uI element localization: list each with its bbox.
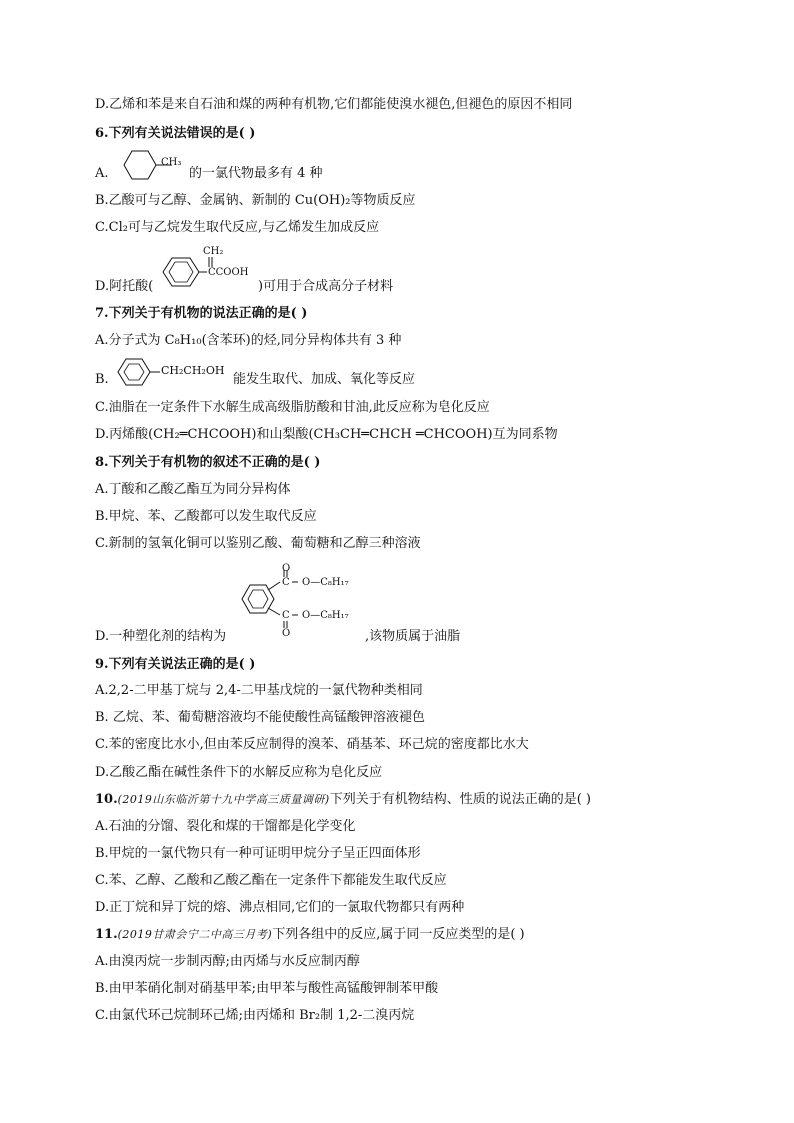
q8-option-b: B.甲烷、苯、乙酸都可以发生取代反应 bbox=[95, 509, 317, 524]
q11-option-c: C.由氯代环己烷制环己烯;由丙烯和 Br₂制 1,2-二溴丙烷 bbox=[95, 1008, 415, 1023]
ch2-label: CH₂ bbox=[203, 246, 224, 257]
q11-source: (2019甘肃会宁二中高三月考) bbox=[117, 928, 273, 941]
q10-question: 下列关于有机物结构、性质的说法正确的是( ) bbox=[329, 792, 591, 807]
q6-option-d-text: )可用于合成高分子材料 bbox=[258, 279, 394, 294]
q8-stem: 8.下列关于有机物的叙述不正确的是( ) bbox=[95, 455, 321, 470]
q6-option-c: C.Cl₂可与乙烷发生取代反应,与乙烯发生加成反应 bbox=[95, 220, 380, 235]
q5-option-d: D.乙烯和苯是来自石油和煤的两种有机物,它们都能使溴水褪色,但褪色的原因不相同 bbox=[95, 97, 573, 112]
q6-option-a-prefix: A. bbox=[95, 166, 109, 181]
q8-option-a: A.丁酸和乙酸乙酯互为同分异构体 bbox=[95, 482, 291, 497]
q7-option-c: C.油脂在一定条件下水解生成高级脂肪酸和甘油,此反应称为皂化反应 bbox=[95, 400, 490, 415]
q11-number: 11. bbox=[95, 927, 118, 942]
q8-option-d-text: ,该物质属于油脂 bbox=[365, 629, 461, 644]
q10-option-a: A.石油的分馏、裂化和煤的干馏都是化学变化 bbox=[95, 819, 356, 834]
q9-option-b: B. 乙烷、苯、葡萄糖溶液均不能使酸性高锰酸钾溶液褪色 bbox=[95, 710, 425, 725]
q9-stem: 9.下列有关说法正确的是( ) bbox=[95, 657, 256, 672]
carbonyl-o-bottom: O bbox=[282, 628, 291, 639]
methylcyclohexane-structure bbox=[116, 148, 196, 182]
ch2ch2oh-label: CH₂CH₂OH bbox=[161, 364, 225, 377]
q10-stem bbox=[95, 792, 591, 808]
q9-option-d: D.乙酸乙酯在碱性条件下的水解反应称为皂化反应 bbox=[95, 765, 383, 780]
q10-option-d: D.正丁烷和异丁烷的熔、沸点相同,它们的一氯取代物都只有两种 bbox=[95, 900, 465, 915]
q11-option-b: B.由甲苯硝化制对硝基甲苯;由甲苯与酸性高锰酸钾制苯甲酸 bbox=[95, 981, 439, 996]
ester-chain-upper: O—C₈H₁₇ bbox=[302, 577, 349, 588]
q11-option-a: A.由溴丙烷一步制丙醇;由丙烯与水反应制丙醇 bbox=[95, 954, 360, 969]
q10-option-b: B.甲烷的一氯代物只有一种可证明甲烷分子呈正四面体形 bbox=[95, 846, 421, 861]
q11-question: 下列各组中的反应,属于同一反应类型的是( ) bbox=[272, 927, 525, 942]
q6-option-a-text: 的一氯代物最多有 4 种 bbox=[189, 166, 323, 181]
phenylethanol-structure bbox=[114, 355, 164, 389]
q7-option-b-text: 能发生取代、加成、氧化等反应 bbox=[233, 372, 416, 387]
q7-stem: 7.下列关于有机物的说法正确的是( ) bbox=[95, 306, 308, 321]
ester-chain-lower: O—C₈H₁₇ bbox=[302, 610, 349, 621]
q9-option-a: A.2,2-二甲基丁烷与 2,4-二甲基戊烷的一氯代物种类相同 bbox=[95, 683, 423, 698]
q8-option-d-prefix: D.一种塑化剂的结构为 bbox=[95, 629, 227, 644]
q6-stem: 6.下列有关说法错误的是( ) bbox=[95, 126, 256, 141]
q10-number: 10. bbox=[95, 792, 118, 807]
q6-option-d-prefix: D.阿托酸( bbox=[95, 279, 154, 294]
ch3-label: CH₃ bbox=[161, 157, 182, 168]
carbonyl-o-top: O bbox=[282, 563, 291, 574]
carbon-lower: C bbox=[282, 610, 290, 621]
carbon-upper: C bbox=[282, 577, 290, 588]
q9-option-c: C.苯的密度比水小,但由苯反应制得的溴苯、硝基苯、环己烷的密度都比水大 bbox=[95, 737, 529, 752]
q10-option-c: C.苯、乙醇、乙酸和乙酸乙酯在一定条件下都能发生取代反应 bbox=[95, 873, 447, 888]
q11-stem bbox=[95, 927, 525, 943]
q6-option-b: B.乙酸可与乙醇、金属钠、新制的 Cu(OH)₂等物质反应 bbox=[95, 193, 416, 208]
q10-source: (2019山东临沂第十九中学高三质量调研) bbox=[117, 793, 330, 806]
q7-option-a: A.分子式为 C₈H₁₀(含苯环)的烃,同分异构体共有 3 种 bbox=[95, 333, 402, 348]
q8-option-c: C.新制的氢氧化铜可以鉴别乙酸、葡萄糖和乙醇三种溶液 bbox=[95, 536, 421, 551]
q7-option-d: D.丙烯酸(CH₂═CHCOOH)和山梨酸(CH₃CH═CHCH ═CHCOOH)互为同系物 bbox=[95, 427, 558, 442]
q7-option-b-prefix: B. bbox=[95, 372, 109, 387]
ccooh-label: CCOOH bbox=[208, 267, 249, 278]
